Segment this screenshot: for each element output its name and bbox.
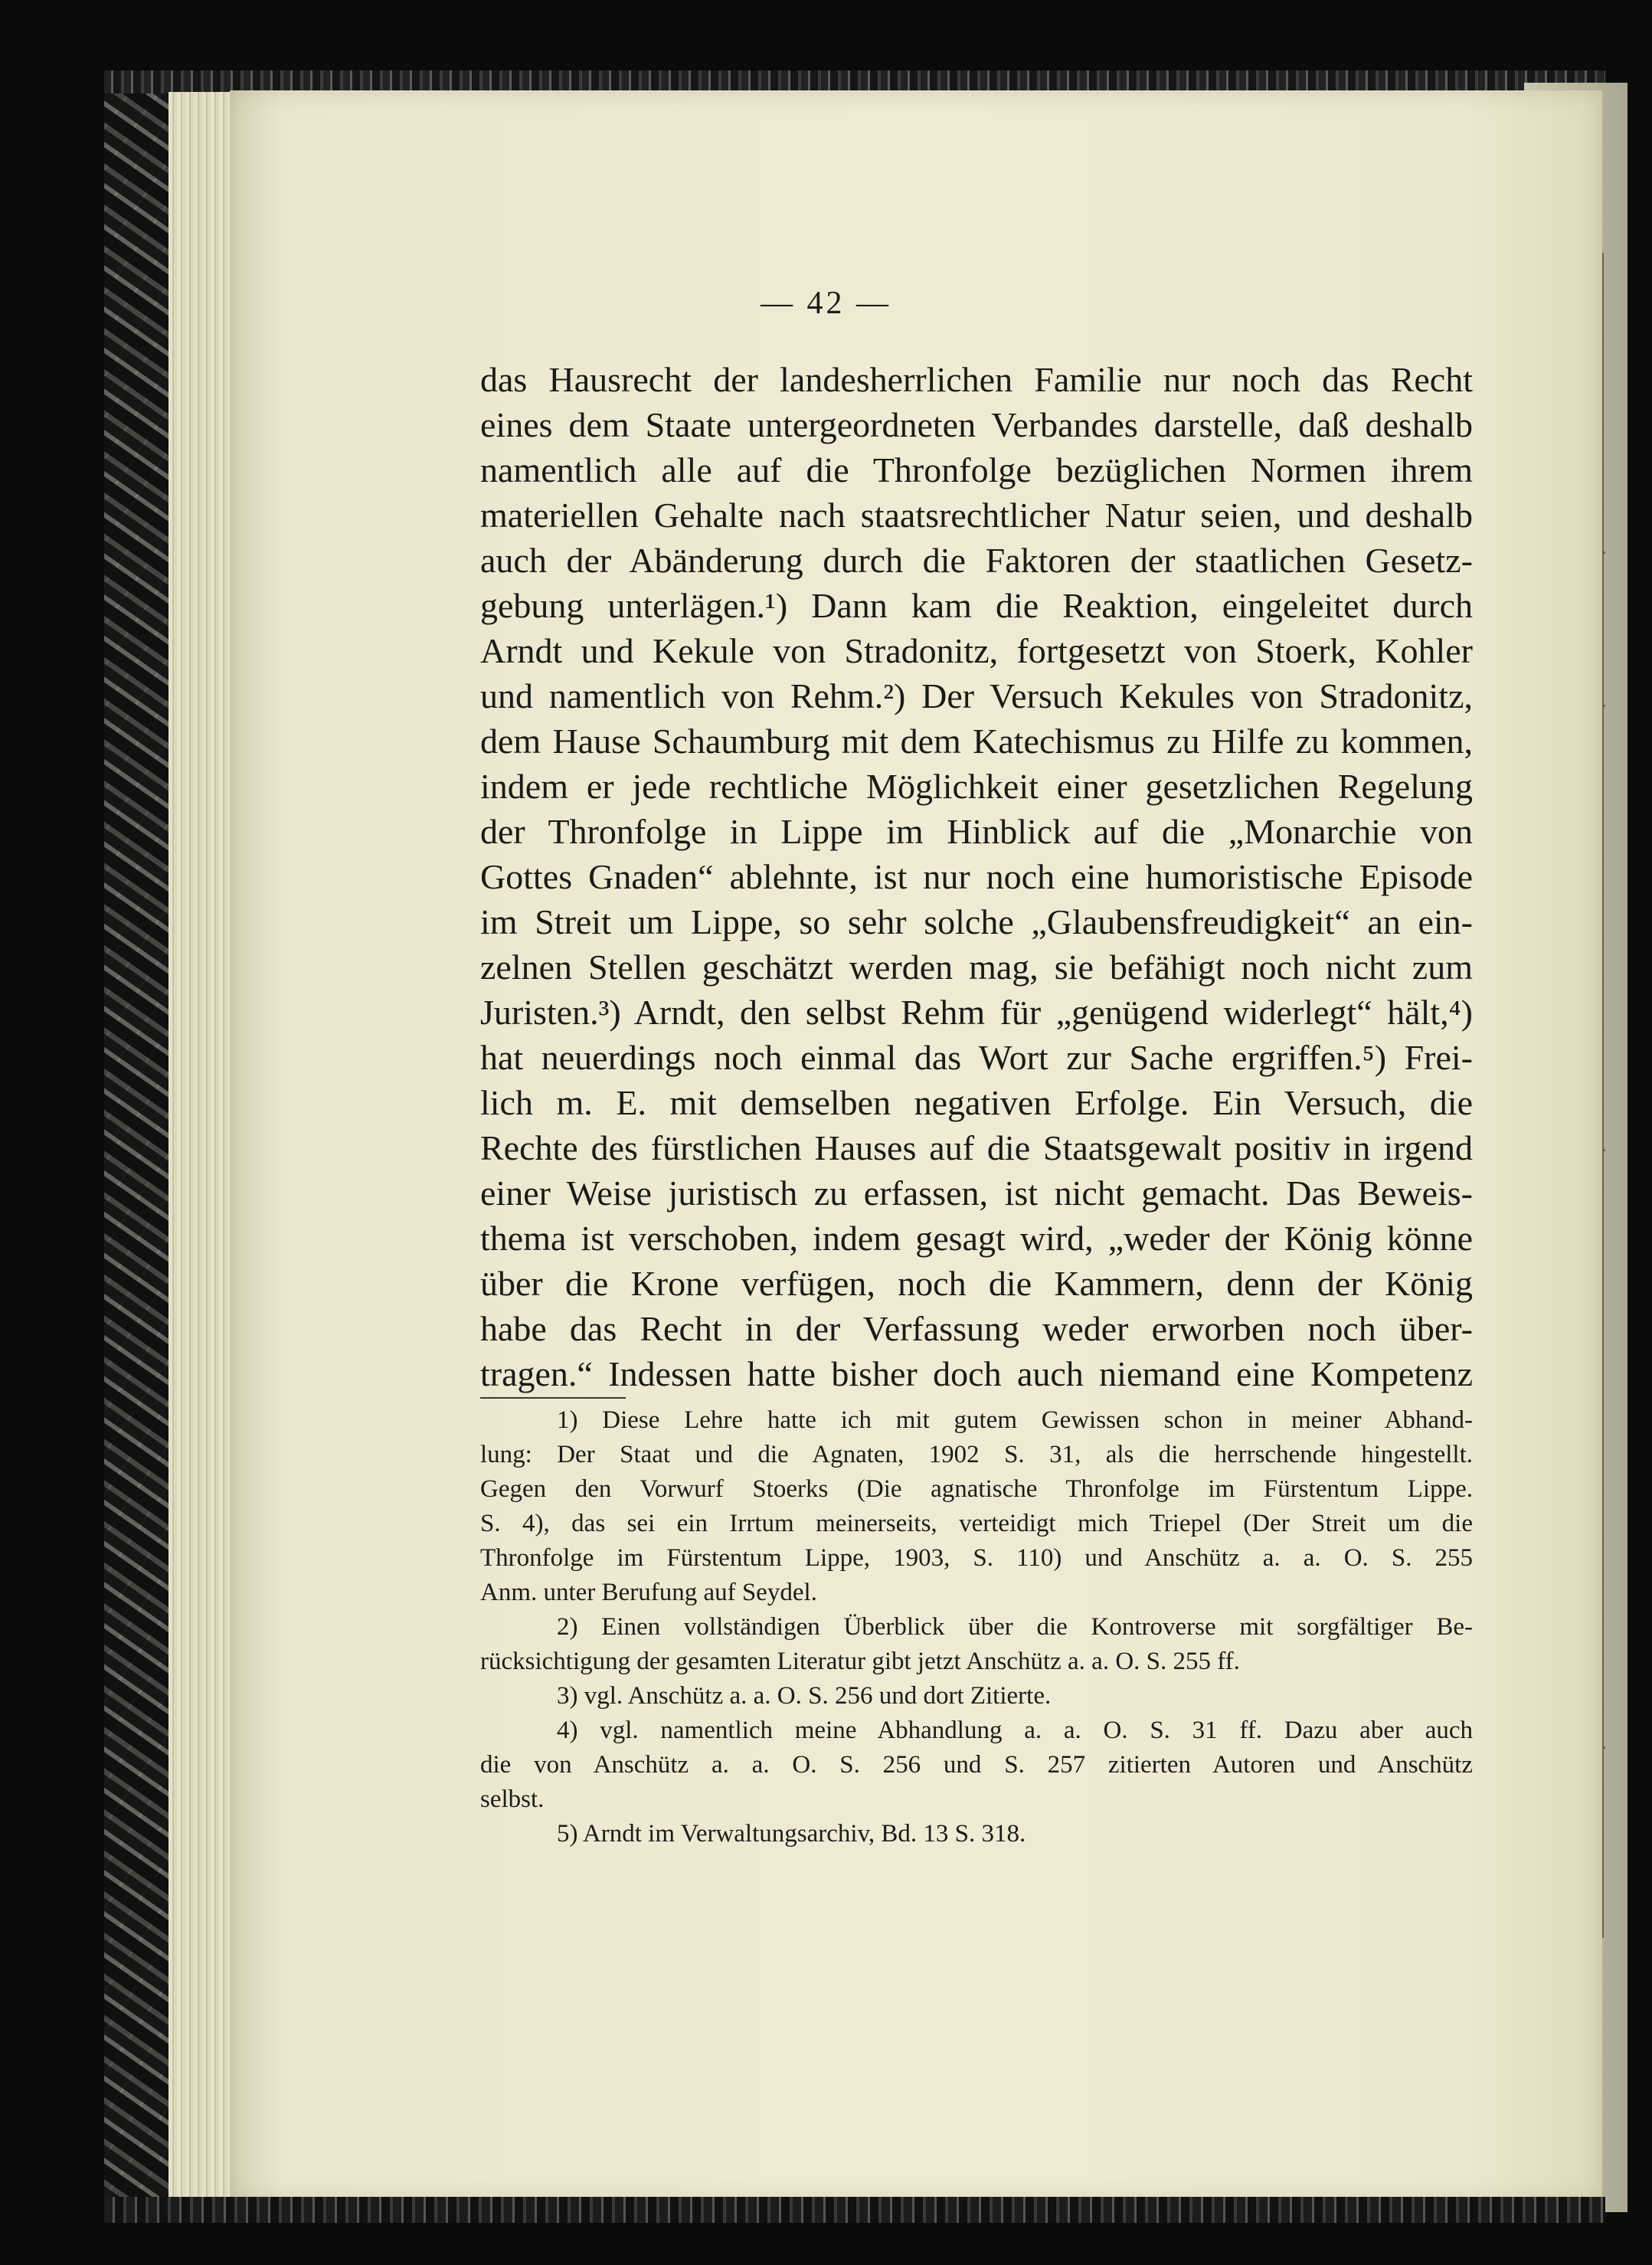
footnote-line: Gegen den Vorwurf Stoerks (Die agnatische Thronfolge im Fürstentum Lippe. [480, 1475, 1473, 1503]
body-line: Gottes Gnaden“ ablehnte, ist nur noch eine humoristische Episode [480, 857, 1473, 896]
body-line: und namentlich von Rehm.²) Der Versuch Kekules von Stradonitz, [480, 676, 1473, 715]
footnote-line: 1) Diese Lehre hatte ich mit gutem Gewissen schon in meiner Abhand- [557, 1406, 1473, 1434]
body-line: eines dem Staate untergeordneten Verbandes darstelle, daß deshalb [480, 405, 1473, 444]
footnote-line: rücksichtigung der gesamten Literatur gibt jetzt Anschütz a. a. O. S. 255 ff. [480, 1648, 1240, 1675]
body-line: materiellen Gehalte nach staatsrechtlicher Natur seien, und deshalb [480, 496, 1473, 535]
footnote-line: Thronfolge im Fürstentum Lippe, 1903, S. 110) und Anschütz a. a. O. S. 255 [480, 1544, 1473, 1572]
footnote-line: S. 4), das sei ein Irrtum meinerseits, verteidigt mich Triepel (Der Streit um die [480, 1510, 1473, 1537]
footnote-line: 2) Einen vollständigen Überblick über die Kontroverse mit sorgfältiger Be- [557, 1613, 1473, 1641]
body-line: tragen.“ Indessen hatte bisher doch auch niemand eine Kompetenz [480, 1354, 1473, 1393]
body-line: thema ist verschoben, indem gesagt wird, „weder der König könne [480, 1219, 1473, 1258]
body-line: Rechte des fürstlichen Hauses auf die Staatsgewalt positiv in irgend [480, 1128, 1473, 1167]
page-number: — 42 — [761, 286, 891, 321]
body-line: über die Krone verfügen, noch die Kammern, denn der König [480, 1264, 1473, 1303]
body-line: lich m. E. mit demselben negativen Erfolge. Ein Versuch, die [480, 1083, 1473, 1122]
page-stack-edges [168, 92, 237, 2214]
footnote-line: Anm. unter Berufung auf Seydel. [480, 1579, 817, 1606]
footnote-line: lung: Der Staat und die Agnaten, 1902 S. 31, als die herrschende hingestellt. [480, 1441, 1473, 1468]
body-line: im Streit um Lippe, so sehr solche „Glaubensfreudigkeit“ an ein- [480, 902, 1473, 941]
body-text [480, 357, 1473, 1396]
body-line: einer Weise juristisch zu erfassen, ist nicht gemacht. Das Beweis- [480, 1173, 1473, 1213]
footnote-line: 4) vgl. namentlich meine Abhandlung a. a. O. S. 31 ff. Dazu aber auch [557, 1717, 1473, 1744]
body-line: das Hausrecht der landesherrlichen Familie nur noch das Recht [480, 360, 1473, 399]
body-line: indem er jede rechtliche Möglichkeit einer gesetzlichen Regelung [480, 767, 1473, 806]
footnote-line: die von Anschütz a. a. O. S. 256 und S. 257 zitierten Autoren und Anschütz [480, 1751, 1473, 1779]
body-line: der Thronfolge in Lippe im Hinblick auf die „Monarchie von [480, 812, 1473, 851]
footnote-line: 3) vgl. Anschütz a. a. O. S. 256 und dort Zitierte. [557, 1682, 1052, 1710]
body-line: Arndt und Kekule von Stradonitz, fortgesetzt von Stoerk, Kohler [480, 631, 1473, 670]
body-line: gebung unterlägen.¹) Dann kam die Reaktion, eingeleitet durch [480, 586, 1473, 625]
footnote-line: selbst. [480, 1785, 545, 1813]
body-line: hat neuerdings noch einmal das Wort zur Sache ergriffen.⁵) Frei- [480, 1038, 1473, 1077]
footnotes [480, 1403, 1473, 1851]
footnote-separator [480, 1397, 626, 1399]
body-line: Juristen.³) Arndt, den selbst Rehm für „genügend widerlegt“ hält,⁴) [480, 993, 1473, 1032]
body-line: namentlich alle auf die Thronfolge bezüglichen Normen ihrem [480, 450, 1473, 489]
body-line: zelnen Stellen geschätzt werden mag, sie befähigt noch nicht zum [480, 948, 1473, 987]
binding-bottom-edge [104, 2197, 1605, 2223]
body-line: dem Hause Schaumburg mit dem Katechismus zu Hilfe zu kommen, [480, 722, 1473, 761]
footnote-line: 5) Arndt im Verwaltungsarchiv, Bd. 13 S. 318. [557, 1820, 1026, 1848]
body-line: habe das Recht in der Verfassung weder erworben noch über- [480, 1309, 1473, 1348]
body-line: auch der Abänderung durch die Faktoren der staatlichen Gesetz- [480, 541, 1473, 580]
